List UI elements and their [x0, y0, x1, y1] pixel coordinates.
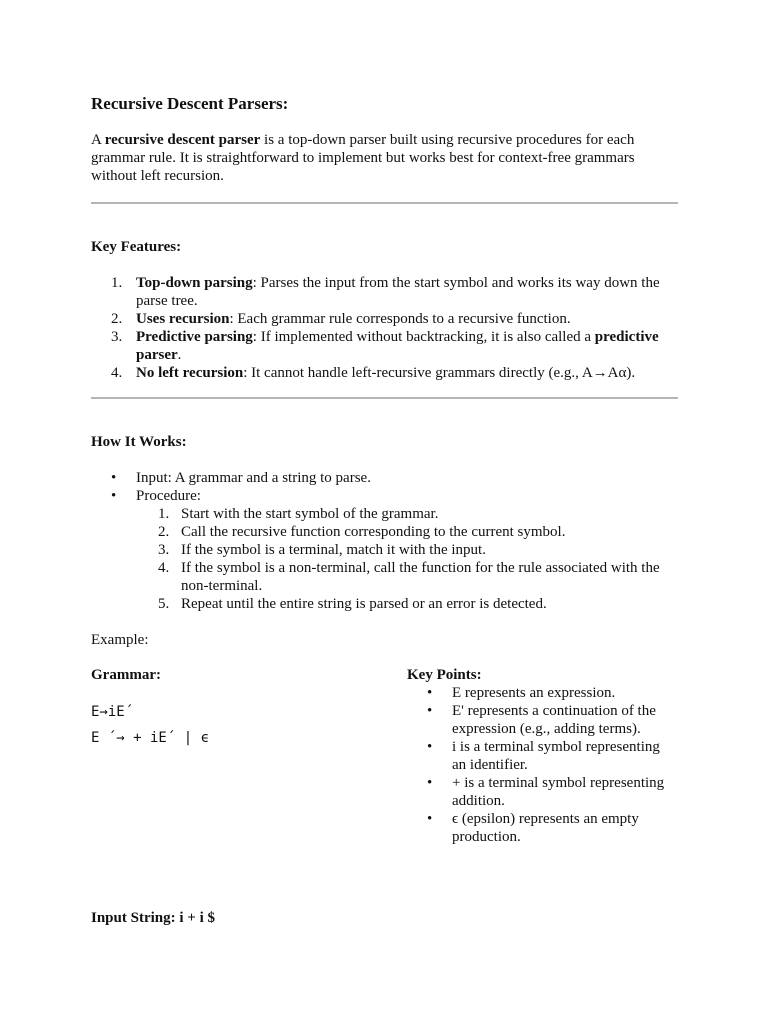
- key-points-list: [407, 684, 677, 846]
- step-item: 1. Start with the start symbol of the grammar.: [158, 506, 439, 522]
- bullet-icon: •: [111, 488, 117, 504]
- bullet-icon: •: [427, 811, 433, 827]
- grammar-rule-2: E ´→ + iE´ | ϵ: [91, 730, 210, 746]
- list-item: 2. Uses recursion: Each grammar rule corresponds to a recursive function.: [111, 311, 571, 327]
- list-item: 1. Top-down parsing: Parses the input from the start symbol and works its way down the parse tree.: [111, 275, 660, 309]
- list-item: • i is a terminal symbol representing an identifier.: [427, 739, 660, 773]
- list-item: 3. Predictive parsing: If implemented without backtracking, it is also called a predictive parser.: [111, 329, 659, 363]
- bullet-icon: •: [427, 775, 433, 791]
- step-item: 3. If the symbol is a terminal, match it with the input.: [158, 542, 486, 558]
- intro-paragraph: A recursive descent parser is a top-down parser built using recursive procedures for each grammar rule. It is straightforward to implement but works best for context-free grammars without left recursion.: [91, 132, 635, 184]
- bullet-icon: •: [111, 470, 117, 486]
- bullet-icon: •: [427, 685, 433, 701]
- bullet-icon: •: [427, 739, 433, 755]
- key-features-heading: Key Features:: [91, 239, 182, 255]
- page-title: Recursive Descent Parsers:: [91, 94, 289, 113]
- list-item: • Procedure: 1. Start with the start symbol of the grammar. 2. Call the recursive function corresponding to the current symbol. 3. If the symbol is a terminal, match it with the input. 4. If the symbol is a non-terminal, call the function for the rule associated with the non-terminal. 5. Repeat until the entire string is parsed or an error is detected.: [91, 487, 678, 613]
- key-features-list: [91, 274, 678, 382]
- bullet-icon: •: [427, 703, 433, 719]
- list-item: • Input: A grammar and a string to parse.: [111, 470, 371, 486]
- list-item: • E represents an expression.: [427, 685, 616, 701]
- intro-term: recursive descent parser: [104, 132, 261, 148]
- input-string: Input String: i + i $: [91, 910, 215, 926]
- list-item: 4. No left recursion: It cannot handle left-recursive grammars directly (e.g., A→Aα).: [111, 365, 636, 381]
- how-it-works-list: [91, 469, 678, 613]
- how-it-works-heading: How It Works:: [91, 434, 187, 450]
- list-item: • + is a terminal symbol representing addition.: [427, 775, 665, 809]
- grammar-rule-1: E→iE´: [91, 704, 134, 720]
- list-item: • ϵ (epsilon) represents an empty production.: [427, 811, 639, 845]
- step-item: 2. Call the recursive function corresponding to the current symbol.: [158, 524, 566, 540]
- divider: [91, 202, 678, 204]
- divider: [91, 397, 678, 399]
- list-item: • E' represents a continuation of the expression (e.g., adding terms).: [427, 703, 656, 737]
- step-item: 5. Repeat until the entire string is parsed or an error is detected.: [158, 596, 547, 612]
- procedure-steps: [136, 505, 678, 613]
- step-item: 4. If the symbol is a non-terminal, call the function for the rule associated with the non-terminal.: [158, 560, 660, 594]
- grammar-heading: Grammar:: [91, 667, 161, 683]
- key-points-heading: Key Points:: [407, 667, 482, 683]
- example-label: Example:: [91, 632, 149, 648]
